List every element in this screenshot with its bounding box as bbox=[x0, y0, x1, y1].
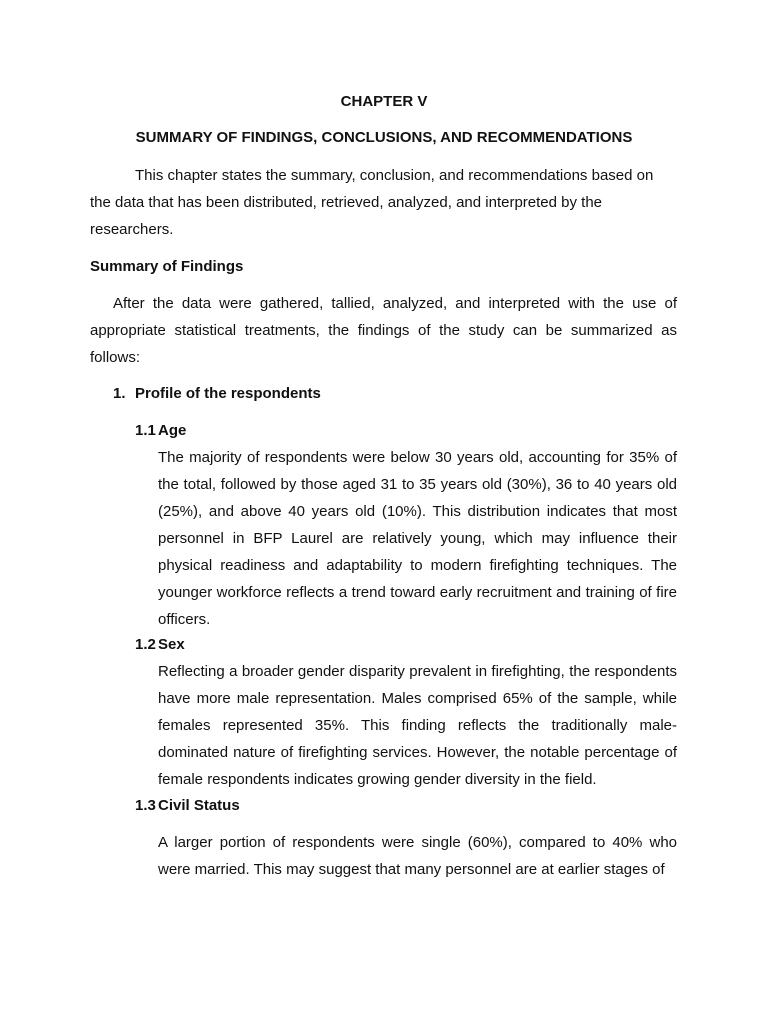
section-title: Civil Status bbox=[158, 797, 240, 814]
section-paragraph-age: The majority of respondents were below 30 years old, accounting for 35% of the total, followed by those aged 31 to 35 years old (30%), 36 to 40 years old (25%), and above 40 years old (10%). This distribution indicates that most personnel in BFP Laurel are relatively young, which may influence their physical readiness and adaptability to modern firefighting techniques. The younger workforce reflects a trend toward early recruitment and training of fire officers. bbox=[158, 449, 677, 628]
summary-heading: Summary of Findings bbox=[90, 258, 244, 275]
section-title: Age bbox=[158, 422, 187, 439]
section-heading-age bbox=[135, 421, 186, 441]
list-item-profile bbox=[113, 384, 321, 404]
chapter-label: CHAPTER V bbox=[340, 93, 428, 110]
section-paragraph-civil-status: A larger portion of respondents were single (60%), compared to 40% who were married. This may suggest that many personnel are at earlier stages of bbox=[158, 834, 677, 878]
section-number: 1.2 bbox=[135, 636, 156, 653]
list-title: Profile of the respondents bbox=[135, 385, 321, 402]
list-number: 1. bbox=[113, 385, 126, 402]
section-paragraph-sex: Reflecting a broader gender disparity prevalent in firefighting, the respondents have more male representation. Males comprised 65% of the sample, while females represented 35%. This finding reflects the traditionally male-dominated nature of firefighting services. However, the notable percentage of female respondents indicates growing gender diversity in the field. bbox=[158, 663, 677, 788]
section-heading-sex bbox=[135, 635, 185, 655]
section-number: 1.3 bbox=[135, 797, 156, 814]
chapter-title: SUMMARY OF FINDINGS, CONCLUSIONS, AND RECOMMENDATIONS bbox=[135, 129, 633, 146]
section-number: 1.1 bbox=[135, 422, 156, 439]
summary-intro-paragraph: After the data were gathered, tallied, analyzed, and interpreted with the use of appropriate statistical treatments, the findings of the study can be summarized as follows: bbox=[90, 295, 677, 366]
section-heading-civil-status bbox=[135, 796, 240, 816]
intro-paragraph: This chapter states the summary, conclusion, and recommendations based on the data that has been distributed, retrieved, analyzed, and interpreted by the researchers. bbox=[90, 167, 654, 238]
section-title: Sex bbox=[158, 636, 185, 653]
